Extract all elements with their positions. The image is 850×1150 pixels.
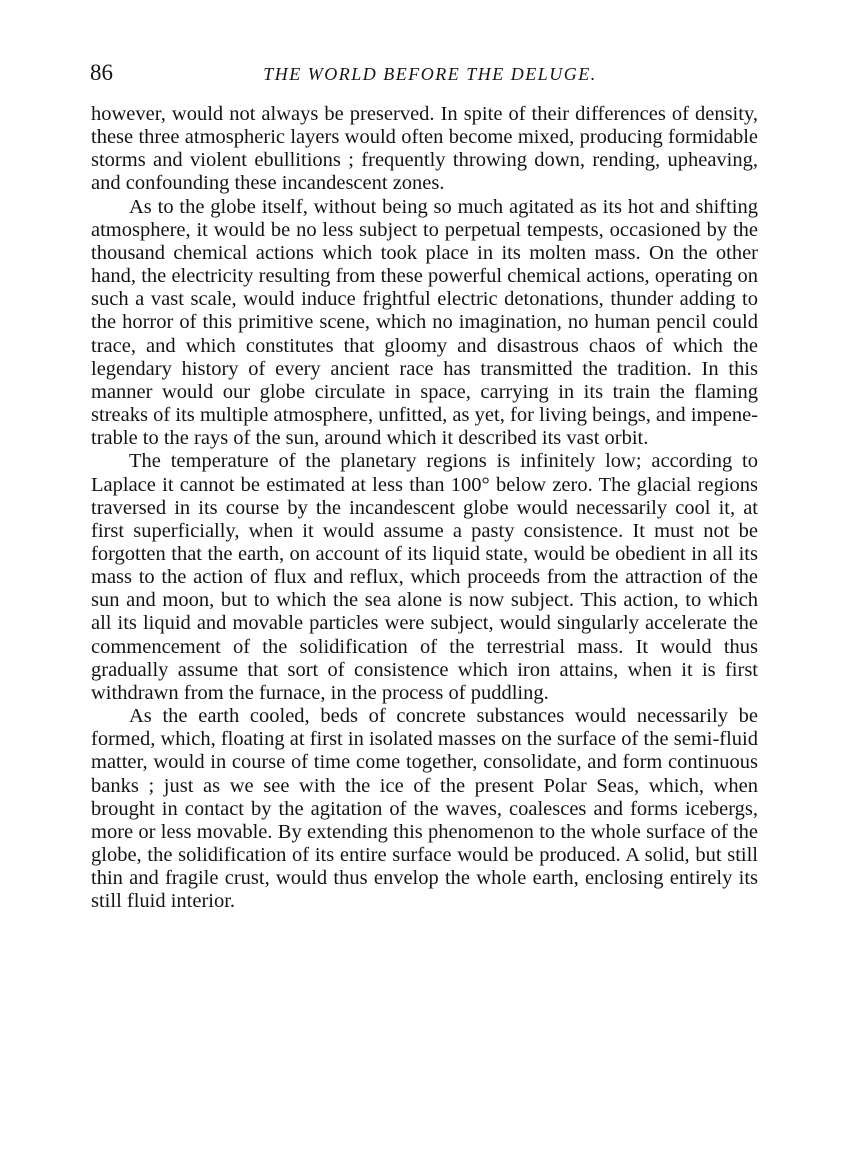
running-head bbox=[90, 60, 770, 86]
page-number: 86 bbox=[90, 60, 113, 85]
paragraph-1: however, would not always be preserved. In spite of their differences of density, these three atmospheric layers would often become mixed, producing formidable storms and violent ebullitions ; frequently throwing down, rending, upheaving, and confounding these incandescent zones. bbox=[91, 103, 758, 195]
body-text bbox=[91, 103, 758, 913]
paragraph-3: The temperature of the planetary regions is infinitely low; according to Laplace it cannot be estimated at less than 100° below zero. The glacial regions traversed in its course by the incandescent globe would necessarily cool it, at first superficially, when it would assume a pasty consistence. It must not be forgotten that the earth, on account of its liquid state, would be obedient in all its mass to the action of flux and reflux, which proceeds from the attraction of the sun and moon, but to which the sea alone is now subject. This action, to which all its liquid and movable particles were subject, would singularly accelerate the commencement of the solidification of the terrestrial mass. It would thus gradually assume that sort of consistence which iron attains, when it is first withdrawn from the furnace, in the process of puddling. bbox=[91, 450, 758, 704]
running-title: THE WORLD BEFORE THE DELUGE. bbox=[263, 64, 597, 84]
paragraph-4: As the earth cooled, beds of concrete substances would necessarily be formed, which, floating at first in isolated masses on the surface of the semi-fluid matter, would in course of time come together, consolidate, and form continuous banks ; just as we see with the ice of the present Polar Seas, which, when brought in contact by the agitation of the waves, coalesces and forms icebergs, more or less movable. By extending this phenomenon to the whole surface of the globe, the solidification of its entire surface would be produced. A solid, but still thin and fragile crust, would thus envelop the whole earth, enclosing entirely its still fluid interior. bbox=[91, 705, 758, 913]
paragraph-2: As to the globe itself, without being so much agitated as its hot and shifting atmosphere, it would be no less subject to perpetual tempests, occasioned by the thousand chemical actions which took place in its molten mass. On the other hand, the electricity resulting from these powerful chemical actions, operating on such a vast scale, would induce frightful electric detonations, thunder adding to the horror of this primitive scene, which no imagination, no human pencil could trace, and which constitutes that gloomy and disastrous chaos of which the legendary history of every ancient race has transmitted the tradition. In this manner would our globe circulate in space, carrying in its train the flaming streaks of its multiple atmosphere, unfitted, as yet, for living beings, and impenetrable to the rays of the sun, around which it described its vast orbit. bbox=[91, 195, 758, 450]
